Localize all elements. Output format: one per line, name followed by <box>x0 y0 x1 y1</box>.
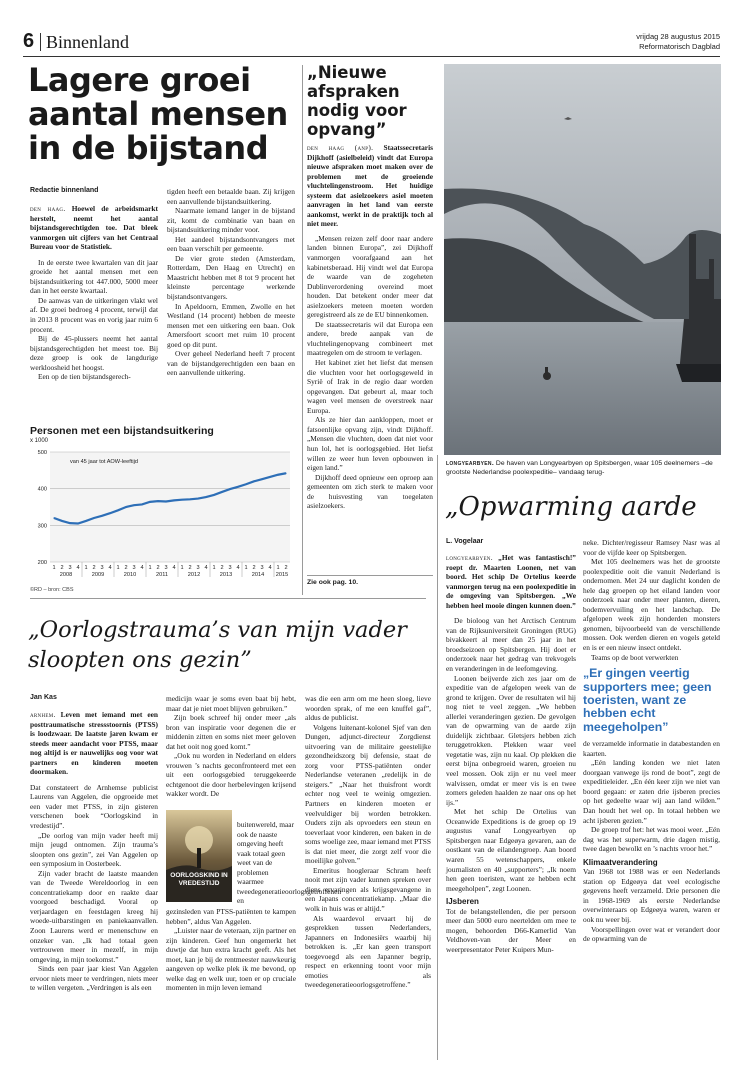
photo-caption: longyearbyen. De haven van Longyearbyen op Spitsbergen, waar 105 deelnemers –de grootste Nederlandse poolexpeditie– vandaag terug- <box>446 460 713 476</box>
section-divider <box>30 598 426 599</box>
article1-column-2 <box>167 187 295 378</box>
chart-data-point <box>53 517 54 518</box>
chart-data-point <box>261 479 262 480</box>
article4-column-3 <box>305 694 431 990</box>
see-also-reference: Zie ook pag. 10. <box>307 579 358 586</box>
column-divider <box>302 65 303 595</box>
article4-paragraph: medicijn waar je soms even baat bij hebt, maar dat je niet moet blijven gebruiken.” <box>166 694 296 713</box>
chart-year-label: 2014 <box>251 572 265 578</box>
chart-year-label: 2010 <box>123 572 137 578</box>
chart-quarter-label: 2 <box>156 565 160 571</box>
article3-paragraph: De bioloog van het Arctisch Centrum van de Rijksuniversiteit Groningen (RUG) bivakkeert al meer dan 25 jaar in het broedseizoen op Spitsbergen. Hij doet er onderzoek naar het gedrag van trekvogels en veranderingen in de leefomgeving. <box>446 616 576 674</box>
page-number: 6 <box>23 30 35 52</box>
article3-paragraph: de verzamelde informatie in databestanden en kaarten. <box>583 739 720 758</box>
chart-quarter-label: 3 <box>196 565 200 571</box>
section-name: Binnenland <box>46 32 129 52</box>
chart-data-point <box>77 523 78 524</box>
chart-year-label: 2008 <box>59 572 73 578</box>
article3-lead: longyearbyen. „Het was fantastisch!” roept dr. Maarten Loonen, net van boord. Het schip De Ortelius keerde vanmorgen terug na een poolexpeditie in de omgeving van Spitsbergen. „We hebben heel mooie dingen kunnen doen.” <box>446 553 576 610</box>
chart-data-point <box>149 501 150 502</box>
chart-quarter-label: 4 <box>204 565 208 571</box>
article4-paragraph: Sinds een paar jaar kiest Van Aggelen ervoor niets meer te verdringen, niets meer te willen vergeten. „Verdringen is als een <box>30 964 158 993</box>
article4-paragraph: Dat constateert de Arnhemse publicist Laurens van Aggelen, die opgroeide met een vader met PTSS, in zijn gisteren verschenen boek “Oorlogskind in vredestijd”. <box>30 782 158 831</box>
chart-year-label: 2012 <box>187 572 201 578</box>
chart-y-tick-label: 300 <box>37 523 47 530</box>
article1-paragraph: De vier grote steden (Amsterdam, Rotterdam, Den Haag en Utrecht) en Maastricht hebben met 8 tot 9 procent het kleinste percentage werkende bijstandsontvangers. <box>167 253 295 302</box>
chart-data-point <box>141 504 142 505</box>
article3-paragraph: Voorspellingen over wat er verandert door de opwarming van de <box>583 924 720 944</box>
chart-data-point <box>197 498 198 499</box>
chart-data-point <box>69 523 70 524</box>
article3-paragraph: Loonen beijverde zich zes jaar om de expeditie van de afgelopen week van de grond te krijgen. Over de resultaten wil hij nog niet te veel zeggen. „We hebben allerlei veranderingen gezien. De gevolgen van de opwarming van de aarde zijn duidelijk zichtbaar. Gletsjers hebben zich teruggetrokken. Plekken waar veel vegetatie was, zijn nu kaal. Op plekken die eerst bijna onbegroeid waren, groeien nu veel mossen. Ook zijn er nu veel meer walvissen, omdat er meer vis is en twee zomers geleden haalden ze naar ons op het ijs.” <box>446 673 576 807</box>
chart-quarter-label: 2 <box>252 565 256 571</box>
article3-paragraph: De groep trof het: het was mooi weer. „Eén dag was het superwarm, drie dagen mistig, twee dagen bewolkt en ’s nachts vroor het.” <box>583 825 720 854</box>
chart-data-point <box>221 491 222 492</box>
article4-lead: arnhem. Leven met iemand met een posttraumatische stressstoornis (PTSS) is loodzwaar. De laatste jaren kwam er steeds meer aandacht voor PTSS, maar nog altijd is er nauwelijks oog voor wat partners en kinderen moeten doormaken. <box>30 710 158 777</box>
article1-headline: Lagere groei aantal mensen in de bijstand <box>28 61 288 167</box>
article2-paragraph: Als ze hier dan aankloppen, moet er fatsoenlijke opvang zijn, vindt Dijkhoff. „Mensen die vluchten, doen dat niet voor hun lol, het is oorlogsgebied. Het liefst willen ze weer hun leven opbouwen in eigen land.” <box>307 415 433 473</box>
issue-date: vrijdag 28 augustus 2015 <box>636 32 720 41</box>
article1-paragraph: Het aandeel bijstandsontvangers met een baan verschilt per gemeente. <box>167 234 295 254</box>
article1-lead: den haag. Hoewel de arbeidsmarkt herstelt, neemt het aantal bijstandsgerechtigden toe. Dat bleek vanmorgen uit cijfers van het Centraal Bureau voor de Statistiek. <box>30 204 158 252</box>
article4-column-2 <box>166 694 296 799</box>
article3-paragraph: neke. Dichter/regisseur Ramsey Nasr was al voor de vijfde keer op Spitsbergen. <box>583 538 720 557</box>
chart-quarter-label: 3 <box>100 565 104 571</box>
article3-subhead-klimaat: Klimaatverandering <box>583 857 658 867</box>
article3-column-1 <box>446 553 576 954</box>
chart-quarter-label: 4 <box>108 565 112 571</box>
chart-quarter-label: 3 <box>132 565 136 571</box>
chart-data-point <box>229 488 230 489</box>
article1-paragraph: Naarmate iemand langer in de bijstand zit, komt de combinatie van baan en bijstandsuitkering minder voor. <box>167 206 295 235</box>
article4-column-2-bottom <box>166 907 296 993</box>
article3-paragraph: Met 105 deelnemers was het de grootste poolexpeditie ooit die vanuit Nederland is ondernomen. Met 24 uur daglicht konden de hele dag groepen op het eiland landen voor onderzoek naar onder meer planten, dieren, bodemvervuiling en het landschap. De afgelopen week zijn honderden monsters genomen, bijvoorbeeld van de verschillende mossen. Ook werden dieren en vogels geteld en is er een nieuw insect ontdekt. <box>583 557 720 653</box>
article2-paragraph: Dijkhoff deed opnieuw een oproep aan gemeenten om zich sterk te maken voor de huisvesting van toegelaten asielzoekers. <box>307 472 433 511</box>
chart-quarter-label: 2 <box>188 565 192 571</box>
chart-quarter-label: 1 <box>180 565 184 571</box>
chart-data-point <box>85 520 86 521</box>
chart-series-label: van 45 jaar tot AOW-leeftijd <box>70 459 138 465</box>
article1-paragraph: De aanwas van de uitkeringen vlakt wel af. De groei bedroeg 4 procent, terwijl dat in 2013 8 procent was en vorig jaar ruim 6 procent. <box>30 295 158 334</box>
chart-data-point <box>93 517 94 518</box>
chart-quarter-label: 3 <box>68 565 72 571</box>
article1-paragraph: tigden heeft een betaalde baan. Zij krijgen een aanvullende bijstandsuitkering. <box>167 187 295 206</box>
article3-paragraph: Met het schip De Ortelius van Oceanwide Expeditions is de groep op 19 augustus vanaf Longyearbyen op Spitsbergen naar Edgeøya gevaren, aan de oostkant van de eilandengroep. Aan boord waren 55 wetenschappers, enkele journalisten en 40 „supporters”; „Ik noem hen geen toeristen, want ze hebben echt meegeholpen”, zegt Loonen. <box>446 807 576 893</box>
article4-paragraph: Emeritus hoogleraar Schram heeft nooit met zijn vader kunnen spreken over diens ervaringen als krijgsgevangene in een Japans concentratiekamp. „Maar die wolk in huis was er altijd.” <box>305 865 431 914</box>
article2-lead: den haag (anp). Staatssecretaris Dijkhoff (asielbeleid) vindt dat Europa nieuwe afspraken moet maken over de problemen met de groeiende vluchtelingenstroom. Het huidige systeem dat asielzoekers asiel moeten aanvragen in het land van eerste aankomst, werkt in de praktijk toch al niet meer. <box>307 143 433 229</box>
article3-byline: L. Vogelaar <box>446 538 484 545</box>
chart-data-point <box>117 510 118 511</box>
article3-headline: „Opwarming aarde <box>445 492 697 522</box>
article4-paragraph: „De oorlog van mijn vader heeft mij mijn jeugd ontnomen. Zijn trauma’s sloopten ons gezin”, zei Van Aggelen op een symposium in Oosterbeek. <box>30 830 158 869</box>
harbor-photo <box>444 64 721 455</box>
chart-quarter-label: 4 <box>172 565 176 571</box>
page-header <box>23 30 720 58</box>
chart-quarter-label: 2 <box>92 565 96 571</box>
article4-paragraph: Zijn vader bracht de laatste maanden van de Tweede Wereldoorlog in een concentratiekamp door en raakte daar voorgoed beschadigd. Vooral op verjaardagen en feestdagen kreeg hij woede-uitbarstingen en paniekaanvallen. Zoon Laurens werd er menenschuw en onzeker van. „Ik had totaal geen vertrouwen meer in mezelf, in mijn omgeving, in mijn toekomst.” <box>30 868 158 964</box>
book-cover-title: OORLOGSKIND IN VREDESTIJD <box>170 872 228 887</box>
article3-paragraph: Teams op de boot verwerkten <box>591 652 679 662</box>
article1-paragraph: Een op de tien bijstandsgerech- <box>38 372 131 382</box>
chart-quarter-label: 2 <box>60 565 64 571</box>
chart-data-point <box>173 500 174 501</box>
article1-paragraph: Over geheel Nederland heeft 7 procent van de bijstandgerechtigden een baan en een aanvullende uitkering. <box>167 349 295 378</box>
article1-byline: Redactie binnenland <box>30 187 99 194</box>
chart-y-tick-label: 400 <box>37 486 47 493</box>
article2-body <box>307 143 433 511</box>
chart-data-point <box>181 499 182 500</box>
chart-quarter-label: 4 <box>140 565 144 571</box>
chart-quarter-label: 4 <box>236 565 240 571</box>
article1-paragraph: In de eerste twee kwartalen van dit jaar groeide het aantal mensen met een bijstandsuitkering tot 447.000, 5000 meer dan in het eerste kwartaal. <box>30 257 158 296</box>
chart-quarter-label: 4 <box>268 565 272 571</box>
article1-paragraph: In Apeldoorn, Emmen, Zwolle en het Westland (14 procent) hebben de meeste mensen met een uitkering een baan. Ook Amersfoort scoort met ruim 10 procent goed op dit punt. <box>167 301 295 349</box>
article2-headline: „Nieuwe afspraken nodig voor opvang” <box>307 63 407 139</box>
article4-paragraph: was die een arm om me heen sloeg, lieve woorden sprak, of me een knuffel gaf”, aldus de publicist. <box>305 694 431 723</box>
pull-quote: „Er gingen veertig supporters mee; geen toeristen, want ze hebben echt meegeholpen” <box>583 666 712 734</box>
chart-quarter-label: 1 <box>276 565 280 571</box>
chart-data-point <box>245 484 246 485</box>
chart-plot-area <box>50 452 290 562</box>
article4-paragraph: Zijn boek schreef hij onder meer „als bron van inspiratie voor degenen die er middenin zitten en soms niet meer geloven dat het ooit nog goed komt.” <box>166 713 296 751</box>
chart-data-point <box>157 501 158 502</box>
chart-data-point <box>269 476 270 477</box>
article2-paragraph: De staatssecretaris wil dat Europa een andere, brede aanpak van de vluchtelingenopvang combineert met maatregelen om de stroom te verlagen. <box>307 319 433 358</box>
chart-quarter-label: 1 <box>52 565 56 571</box>
chart-data-point <box>277 474 278 475</box>
article4-headline: „Oorlogstrauma’s van mijn vader sloopten ons gezin” <box>28 617 407 673</box>
chart-quarter-label: 1 <box>116 565 120 571</box>
chart-data-point <box>101 515 102 516</box>
chart-quarter-label: 3 <box>164 565 168 571</box>
chart-data-point <box>237 486 238 487</box>
chart-quarter-label: 1 <box>212 565 216 571</box>
header-rule <box>23 56 720 57</box>
chart-data-point <box>61 520 62 521</box>
chart-title: Personen met een bijstandsuitkering <box>30 425 214 437</box>
article4-paragraph: „Luister naar de veteraan, zijn partner en zijn kinderen. Geef hun ongemerkt het duwtje dat hun extra kracht geeft. Als het moet, kan je bij de rentmeester nauwkeurig aangeven op welke plek ik me bevond, op welke dag en welk uur, toen er op cruciale momenten in mijn leven iemand <box>166 926 296 993</box>
article3-subhead-ijsberen: IJsberen <box>446 897 479 907</box>
chart-data-point <box>133 505 134 506</box>
article4-column-2-side: buitenwereld, maar ook de naaste omgeving heeft vaak totaal geen weet van de problemen waarmee tweedegeneratieoorlogsgetroffenen en <box>237 820 342 906</box>
book-cover <box>166 810 232 902</box>
book-cover-illustration <box>166 810 232 902</box>
article3-column-2 <box>583 538 720 944</box>
chart-quarter-label: 2 <box>220 565 224 571</box>
chart-y-tick-label: 500 <box>37 450 47 456</box>
article4-paragraph: Volgens luitenant-kolonel Sjef van den Dungen, adjunct-directeur Zorgdienst uitvoering van de militaire geestelijke gezondheidszorg bij defensie, staat de zorg voor PTSS-patiënten onder Nederlandse veteranen „redelijk in de steigers.” „Naar het thuisfront wordt echter nog veel te weinig omgezien. Partners en kinderen moeten er veelvuldiger bij worden betrokken. Ouders zijn als opvoeders een steun en toeverlaat voor kinderen, een baken in de soms woelige zee, maar iemand met PTSS is dat niet meer, die zorgt zelf voor die moeilijke golven.” <box>305 722 431 866</box>
chart-data-point <box>189 499 190 500</box>
article3-paragraph: Van 1968 tot 1988 was er een Nederlands station op Edgeøya dat veel ecologische gegevens heeft verzameld. Drie personen die in 1968-1969 als eerste Nederlandse overwinteraars op Edgeøya waren, waren er ook nu weer bij. <box>583 867 720 924</box>
chart-y-tick-label: 200 <box>37 560 47 566</box>
article4-column-1 <box>30 710 158 993</box>
article4-byline: Jan Kas <box>30 694 57 701</box>
see-also-rule <box>307 575 433 576</box>
article1-column-1 <box>30 204 158 382</box>
chart-quarter-label: 1 <box>244 565 248 571</box>
chart-data-point <box>165 501 166 502</box>
chart-year-label: 2015 <box>275 572 289 578</box>
chart-data-point <box>109 513 110 514</box>
chart-quarter-label: 2 <box>124 565 128 571</box>
chart-quarter-label: 3 <box>228 565 232 571</box>
article2-paragraph: Het kabinet ziet het liefst dat mensen die vluchten voor het oorlogsgeweld in Syrië of Irak in de regio daar worden opgevangen. Dat gebeurt al, maar toch wagen veel mensen de overstreek naar Europa. <box>307 358 433 415</box>
article3-paragraph: „Eén landing konden we niet laten doorgaan vanwege ijs rond de boot”, zegt de expeditieleider. „En één keer zijn we niet van boord gegaan: er zaten drie ijsberen precies op het gedeelte waar wij aan land wilden.” Dan houdt het wel op. In totaal hebben we acht ijsberen gezien.” <box>583 758 720 825</box>
harbor-photo-illustration <box>444 64 721 455</box>
chart-quarter-label: 1 <box>84 565 88 571</box>
chart-quarter-label: 1 <box>148 565 152 571</box>
bijstand-line-chart <box>28 444 298 584</box>
chart-data-point <box>213 494 214 495</box>
chart-data-point <box>285 473 286 474</box>
chart-unit-label: x 1000 <box>30 438 49 444</box>
article4-paragraph: gezinsleden van PTSS-patiënten te kampen hebben”, aldus Van Aggelen. <box>166 907 296 926</box>
article4-paragraph: Als waardevol ervaart hij de gesprekken tussen Nederlanders, Japanners en Indonesiërs waarbij hij betrokken is. „Er kan geen transport toegevoegd als een Japanner begrip, respect en erkenning toont voor mijn emoties als tweedegeneratieoorlogsgetroffene.” <box>305 913 431 990</box>
chart-year-label: 2013 <box>219 572 233 578</box>
article3-paragraph: Tot de belangstellenden, die per persoon meer dan 5000 euro neertelden om mee te mogen, behoorden D66-Kamerlid Van Veldhoven-van der Meer en weerpresentator Peter Kuipers Mun- <box>446 906 576 954</box>
chart-quarter-label: 4 <box>76 565 80 571</box>
chart-quarter-label: 2 <box>284 565 288 571</box>
chart-year-label: 2009 <box>91 572 105 578</box>
chart-source: ©RD – bron: CBS <box>30 587 74 593</box>
chart-data-point <box>205 497 206 498</box>
article1-paragraph: Bij de 45-plussers neemt het aantal bijstandsgerechtigden het meest toe. Bij deze groep is ook de langdurige werkloosheid het hoogst. <box>30 334 158 372</box>
chart-year-label: 2011 <box>155 572 169 578</box>
article4-paragraph: „Ook nu worden in Nederland en elders vrouwen ’s nachts geconfronteerd met een uit een oorlogsgebied teruggekeerde echtgenoot die door herbelevingen krijsend wakker wordt. De <box>166 751 296 799</box>
column-divider <box>437 455 438 1060</box>
chart-data-point <box>253 481 254 482</box>
header-divider <box>40 33 41 51</box>
article2-paragraph: „Mensen reizen zelf door naar andere landen binnen Europa”, zei Dijkhoff vanmorgen voorafgaand aan het kabinetsberaad. Hij vindt wel dat Europa de waarde van de zogeheten Dublinverordening overeind moet houden. Dat betekent onder meer dat asielzoekers meteen moeten worden geregistreerd als ze de EU binnenkomen. <box>307 233 433 320</box>
chart-data-point <box>125 506 126 507</box>
chart-quarter-label: 3 <box>260 565 264 571</box>
publication-name: Reformatorisch Dagblad <box>639 42 720 51</box>
